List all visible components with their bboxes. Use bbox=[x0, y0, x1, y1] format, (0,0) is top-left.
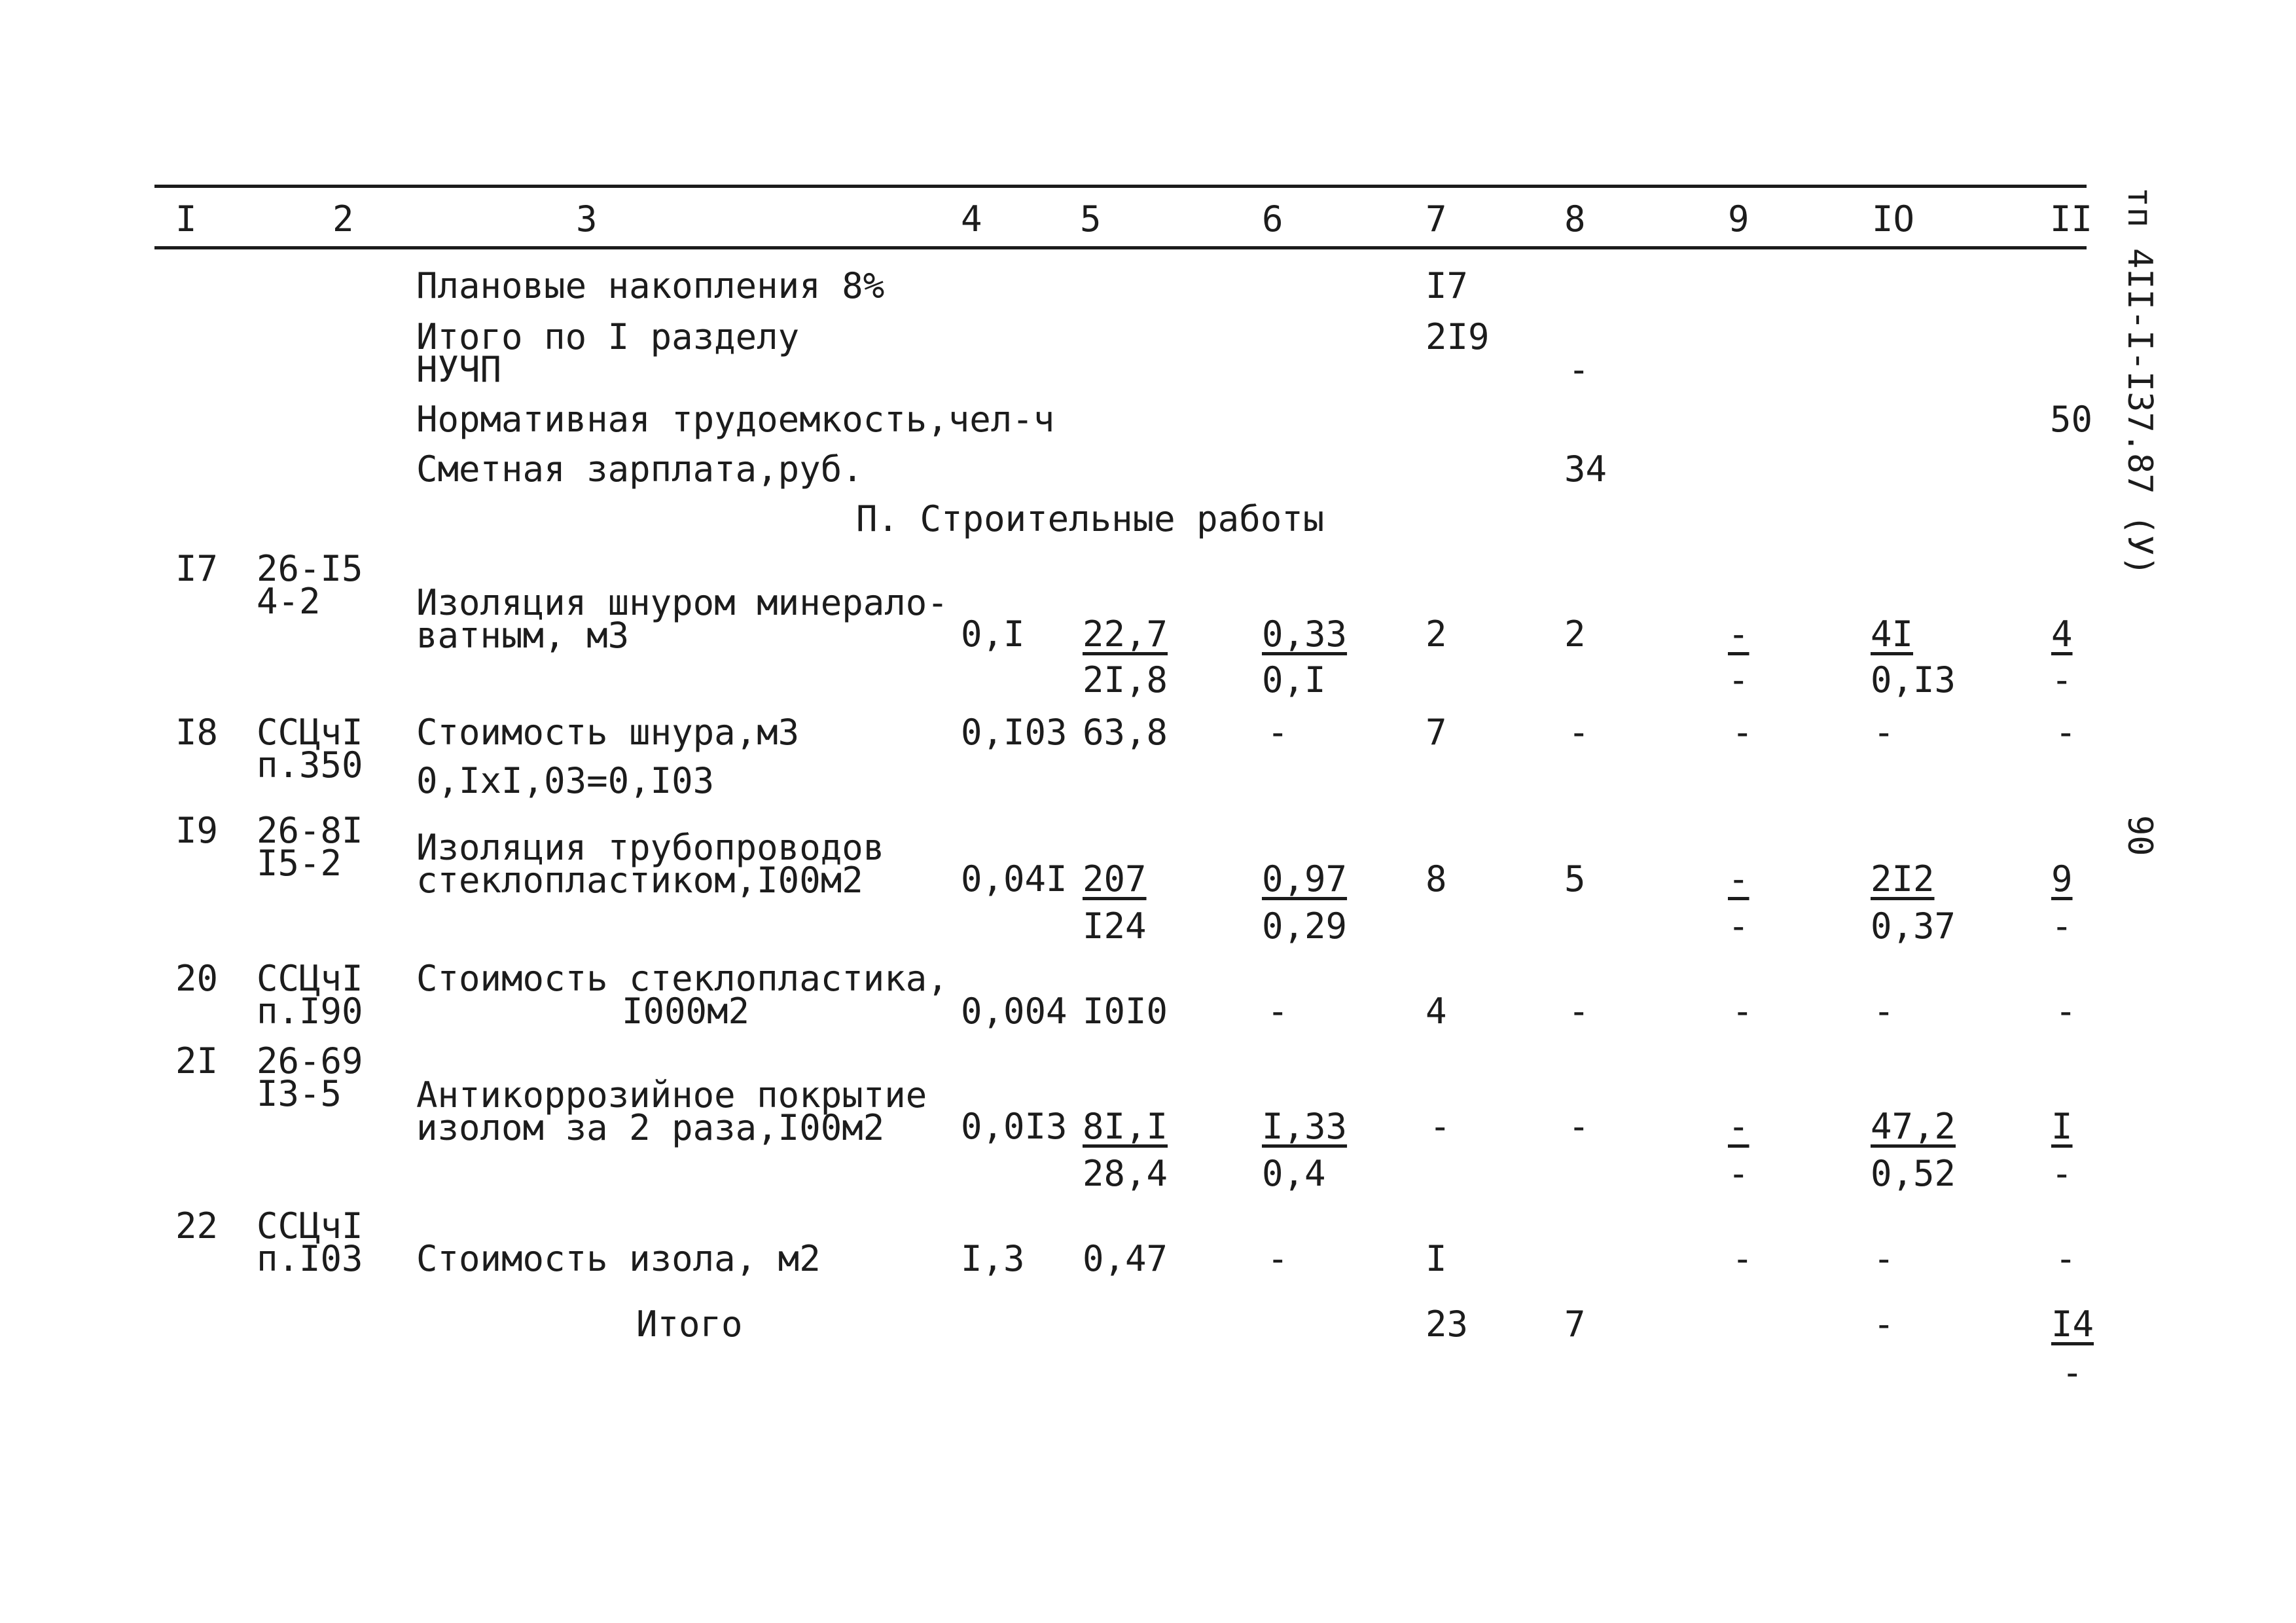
plan-savings-col7: I7 bbox=[1426, 265, 1469, 306]
row-19-col10-top: 2I2 bbox=[1871, 858, 1935, 900]
labor-col11: 50 bbox=[2050, 399, 2093, 440]
row-22-col11: - bbox=[2055, 1238, 2077, 1279]
row-17-col5-top: 22,7 bbox=[1083, 613, 1168, 655]
row-18-col5: 63,8 bbox=[1083, 712, 1168, 753]
row-17-col6-top: 0,33 bbox=[1262, 613, 1348, 655]
row-22-col6: - bbox=[1267, 1238, 1289, 1279]
table-top-rule bbox=[154, 185, 2087, 188]
header-col-2: 2 bbox=[332, 198, 354, 240]
row-22-col7: I bbox=[1426, 1238, 1447, 1279]
header-bottom-rule bbox=[154, 246, 2087, 249]
total-col8: 7 bbox=[1564, 1304, 1586, 1345]
labor-label: Нормативная трудоемкость,чел-ч bbox=[416, 399, 1055, 440]
total-label: Итого bbox=[636, 1304, 743, 1345]
row-17-col11-bottom: - bbox=[2051, 659, 2073, 701]
row-20-desc: Стоимость стеклопластика, bbox=[416, 958, 948, 999]
row-19-number: I9 bbox=[175, 810, 219, 851]
wages-label: Сметная зарплата,руб. bbox=[416, 448, 863, 490]
row-20-col9: - bbox=[1732, 991, 1753, 1032]
wages-col8: 34 bbox=[1564, 448, 1607, 490]
row-18-col6: - bbox=[1267, 712, 1289, 753]
header-col-6: 6 bbox=[1262, 198, 1283, 240]
row-22-col10: - bbox=[1873, 1238, 1895, 1279]
row-19-col6-bottom: 0,29 bbox=[1262, 905, 1348, 947]
row-17-desc-2: ватным, м3 bbox=[416, 615, 630, 656]
row-19-col8: 5 bbox=[1564, 858, 1586, 900]
row-18-col7: 7 bbox=[1426, 712, 1447, 753]
row-17-col10-bottom: 0,I3 bbox=[1871, 659, 1956, 701]
row-21-col6-bottom: 0,4 bbox=[1262, 1153, 1326, 1194]
row-22-qty: I,3 bbox=[961, 1238, 1025, 1279]
row-19-qty: 0,04I bbox=[961, 858, 1067, 900]
document-code: тп 4II-I-I37.87 (У) bbox=[2120, 187, 2159, 576]
row-21-col10-bottom: 0,52 bbox=[1871, 1153, 1956, 1194]
row-20-desc-2: I000м2 bbox=[622, 991, 750, 1032]
section1-total-col7: 2I9 bbox=[1426, 316, 1490, 357]
row-22-number: 22 bbox=[175, 1205, 219, 1247]
row-18-col11: - bbox=[2055, 712, 2077, 753]
header-col-4: 4 bbox=[961, 198, 982, 240]
row-17-code-2: 4-2 bbox=[257, 581, 321, 622]
row-18-number: I8 bbox=[175, 712, 219, 753]
row-19-col9-bottom: - bbox=[1728, 905, 1749, 947]
row-18-desc: Стоимость шнура,м3 bbox=[416, 712, 800, 753]
row-18-col10: - bbox=[1873, 712, 1895, 753]
row-17-col7: 2 bbox=[1426, 613, 1447, 655]
row-22-code: ССЦчI bbox=[257, 1205, 363, 1247]
header-col-10: IO bbox=[1872, 198, 1915, 240]
row-19-desc: Изоляция трубопроводов bbox=[416, 827, 885, 868]
row-21-qty: 0,0I3 bbox=[961, 1106, 1067, 1147]
row-21-col7: - bbox=[1429, 1106, 1451, 1147]
row-19-col6-top: 0,97 bbox=[1262, 858, 1348, 900]
row-22-desc: Стоимость изола, м2 bbox=[416, 1238, 821, 1279]
row-17-number: I7 bbox=[175, 548, 219, 589]
row-19-desc-2: стеклопластиком,I00м2 bbox=[416, 860, 863, 901]
row-21-desc: Антикоррозийное покрытие bbox=[416, 1074, 927, 1116]
row-21-col5-top: 8I,I bbox=[1083, 1106, 1168, 1147]
row-18-col9: - bbox=[1732, 712, 1753, 753]
row-19-code: 26-8I bbox=[257, 810, 363, 851]
row-21-col9-bottom: - bbox=[1728, 1153, 1749, 1194]
row-19-code-2: I5-2 bbox=[257, 843, 342, 884]
header-col-11: II bbox=[2050, 198, 2093, 240]
page-number: 90 bbox=[2120, 815, 2159, 856]
header-col-3: 3 bbox=[576, 198, 598, 240]
row-20-number: 20 bbox=[175, 958, 219, 999]
row-19-col10-bottom: 0,37 bbox=[1871, 905, 1956, 947]
row-20-qty: 0,004 bbox=[961, 991, 1067, 1032]
row-19-col5-top: 207 bbox=[1083, 858, 1147, 900]
row-17-col6-bottom: 0,I bbox=[1262, 659, 1326, 701]
row-17-col10-top: 4I bbox=[1871, 613, 1914, 655]
row-19-col9-top: - bbox=[1728, 858, 1749, 900]
row-22-code-2: п.I03 bbox=[257, 1238, 363, 1279]
row-19-col11-bottom: - bbox=[2051, 905, 2073, 947]
row-20-col5: I0I0 bbox=[1083, 991, 1168, 1032]
row-20-col11: - bbox=[2055, 991, 2077, 1032]
total-col7: 23 bbox=[1426, 1304, 1469, 1345]
header-col-5: 5 bbox=[1080, 198, 1102, 240]
nuchp-label: НУЧП bbox=[416, 349, 502, 390]
row-20-code-2: п.I90 bbox=[257, 991, 363, 1032]
row-18-code: ССЦчI bbox=[257, 712, 363, 753]
row-20-col10: - bbox=[1873, 991, 1895, 1032]
row-21-col5-bottom: 28,4 bbox=[1083, 1153, 1168, 1194]
row-19-col11-top: 9 bbox=[2051, 858, 2073, 900]
nuchp-col8: - bbox=[1568, 349, 1590, 390]
row-21-desc-2: изолом за 2 раза,I00м2 bbox=[416, 1107, 885, 1148]
row-19-col5-bottom: I24 bbox=[1083, 905, 1147, 947]
row-22-col5: 0,47 bbox=[1083, 1238, 1168, 1279]
row-17-col8: 2 bbox=[1564, 613, 1586, 655]
row-21-col10-top: 47,2 bbox=[1871, 1106, 1956, 1147]
total-col10: - bbox=[1873, 1304, 1895, 1345]
row-20-code: ССЦчI bbox=[257, 958, 363, 999]
row-21-code: 26-69 bbox=[257, 1040, 363, 1082]
header-col-8: 8 bbox=[1564, 198, 1586, 240]
row-17-col9-bottom: - bbox=[1728, 659, 1749, 701]
header-col-1: I bbox=[175, 198, 197, 240]
row-21-col8: - bbox=[1568, 1106, 1590, 1147]
row-17-qty: 0,I bbox=[961, 613, 1025, 655]
section1-total-label: Итого по I разделу bbox=[416, 316, 800, 357]
row-21-number: 2I bbox=[175, 1040, 219, 1082]
row-21-col11-bottom: - bbox=[2051, 1153, 2073, 1194]
row-17-desc: Изоляция шнуром минерало- bbox=[416, 582, 948, 623]
header-col-9: 9 bbox=[1728, 198, 1749, 240]
row-21-col9-top: - bbox=[1728, 1106, 1749, 1147]
row-22-col9: - bbox=[1732, 1238, 1753, 1279]
row-20-col7: 4 bbox=[1426, 991, 1447, 1032]
row-18-col8: - bbox=[1568, 712, 1590, 753]
row-21-col11-top: I bbox=[2051, 1106, 2073, 1147]
row-20-col6: - bbox=[1267, 991, 1289, 1032]
row-17-code: 26-I5 bbox=[257, 548, 363, 589]
row-18-qty: 0,I03 bbox=[961, 712, 1067, 753]
row-21-col6-top: I,33 bbox=[1262, 1106, 1348, 1147]
section-title: П. Строительные работы bbox=[856, 498, 1325, 539]
row-18-desc-2: 0,IxI,03=0,I03 bbox=[416, 760, 715, 801]
row-18-code-2: п.350 bbox=[257, 744, 363, 786]
row-17-col9-top: - bbox=[1728, 613, 1749, 655]
row-17-col11-top: 4 bbox=[2051, 613, 2073, 655]
row-19-col7: 8 bbox=[1426, 858, 1447, 900]
row-17-col5-bottom: 2I,8 bbox=[1083, 659, 1168, 701]
row-21-code-2: I3-5 bbox=[257, 1073, 342, 1114]
total-col11-bottom: - bbox=[2062, 1352, 2083, 1393]
plan-savings-label: Плановые накопления 8% bbox=[416, 265, 885, 306]
header-col-7: 7 bbox=[1426, 198, 1447, 240]
row-20-col8: - bbox=[1568, 991, 1590, 1032]
total-col11-top: I4 bbox=[2051, 1304, 2094, 1345]
